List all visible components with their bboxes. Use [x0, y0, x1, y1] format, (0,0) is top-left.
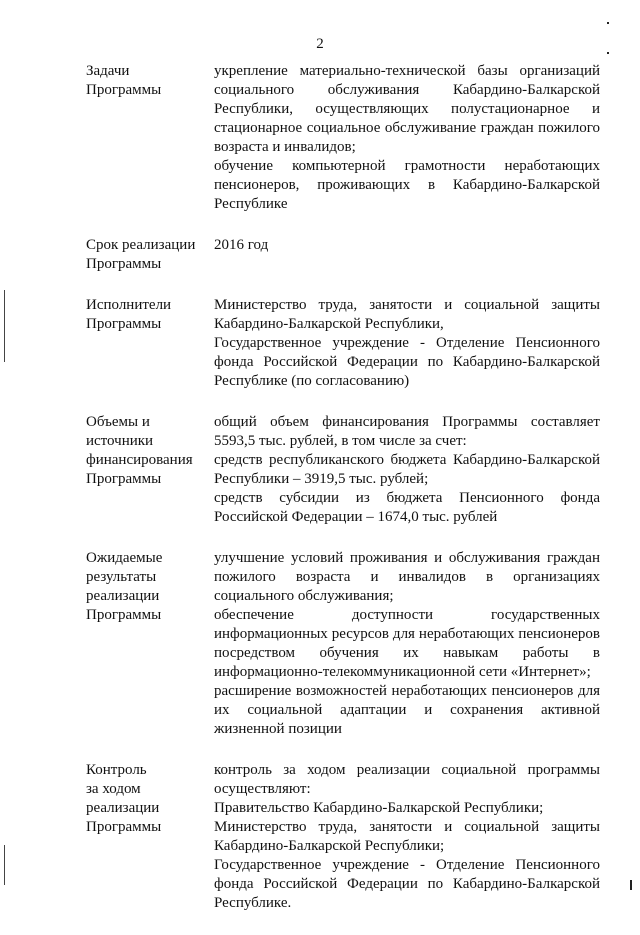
row-value: [214, 296, 600, 391]
row-label-line: Контроль: [86, 762, 147, 778]
row-label-line: Программы: [86, 471, 162, 487]
row-label-line: источники: [86, 433, 154, 449]
row-paragraph: обеспечение доступности государственных информационных ресурсов для неработающих пенсионеров посредством обучения их навыкам работы в информационно-телекоммуникационной сети «Интернет»;: [214, 607, 600, 680]
row-paragraph: средств субсидии из бюджета Пенсионного фонда Российской Федерации – 1674,0 тыс. рублей: [214, 490, 600, 525]
row-paragraph: Правительство Кабардино-Балкарской Республики;: [214, 800, 544, 816]
row-paragraph: расширение возможностей неработающих пенсионеров для их социальной адаптации и сохранения активной жизненной позиции: [214, 683, 600, 737]
program-passport: [86, 62, 600, 935]
row-paragraph: средств республиканского бюджета Кабардино-Балкарской Республики – 3919,5 тыс. рублей;: [214, 452, 600, 487]
row-paragraph: контроль за ходом реализации социальной программы осуществляют:: [214, 762, 600, 797]
row-paragraph: Государственное учреждение - Отделение Пенсионного фонда Российской Федерации по Кабардино-Балкарской Республике (по согласованию): [214, 335, 600, 389]
scan-line: [4, 290, 5, 362]
page-number: 2: [316, 36, 324, 52]
row-label-line: Программы: [86, 82, 162, 98]
row-paragraph: обучение компьютерной грамотности неработающих пенсионеров, проживающих в Кабардино-Балкарской Республике: [214, 158, 600, 212]
row-label-line: Ожидаемые: [86, 550, 163, 566]
row-label: [86, 296, 214, 334]
scan-line: [4, 845, 5, 885]
row-label: [86, 236, 214, 274]
passport-row: [86, 761, 600, 913]
row-label-line: Объемы и: [86, 414, 150, 430]
row-value: [214, 761, 600, 913]
row-paragraph: Государственное учреждение - Отделение Пенсионного фонда Российской Федерации по Кабардино-Балкарской Республике.: [214, 857, 600, 911]
row-paragraph: Министерство труда, занятости и социальной защиты Кабардино-Балкарской Республики;: [214, 819, 600, 854]
passport-row: [86, 236, 600, 274]
row-label-line: Программы: [86, 607, 162, 623]
row-label: [86, 413, 214, 489]
row-label-line: Программы: [86, 819, 162, 835]
passport-row: [86, 62, 600, 214]
scan-mark: [607, 22, 609, 24]
row-label-line: финансирования: [86, 452, 193, 468]
row-label-line: реализации: [86, 588, 160, 604]
row-paragraph: Министерство труда, занятости и социальной защиты Кабардино-Балкарской Республики,: [214, 297, 600, 332]
row-paragraph: укрепление материально-технической базы организаций социального обслуживания Кабардино-Балкарской Республики, осуществляющих полустационарное и стационарное социальное обслуживание граждан пожилого возраста и инвалидов;: [214, 63, 600, 155]
row-value: [214, 549, 600, 739]
row-label: [86, 62, 214, 100]
row-label: [86, 549, 214, 625]
row-label-line: реализации: [86, 800, 160, 816]
row-value: [214, 413, 600, 527]
row-label-line: за ходом: [86, 781, 141, 797]
row-value: [214, 62, 600, 214]
scan-mark: [607, 52, 609, 54]
passport-row: [86, 413, 600, 527]
row-label-line: Программы: [86, 316, 162, 332]
row-label-line: Срок реализации: [86, 237, 196, 253]
row-paragraph: улучшение условий проживания и обслуживания граждан пожилого возраста и инвалидов в организациях социального обслуживания;: [214, 550, 600, 604]
passport-row: [86, 296, 600, 391]
row-paragraph: 2016 год: [214, 237, 269, 253]
row-label-line: Программы: [86, 256, 162, 272]
row-label-line: результаты: [86, 569, 157, 585]
row-paragraph: общий объем финансирования Программы составляет 5593,5 тыс. рублей, в том числе за счет:: [214, 414, 600, 449]
row-label-line: Исполнители: [86, 297, 172, 313]
passport-row: [86, 549, 600, 739]
row-value: [214, 236, 600, 255]
row-label: [86, 761, 214, 837]
scan-mark: [630, 880, 632, 890]
row-label-line: Задачи: [86, 63, 130, 79]
